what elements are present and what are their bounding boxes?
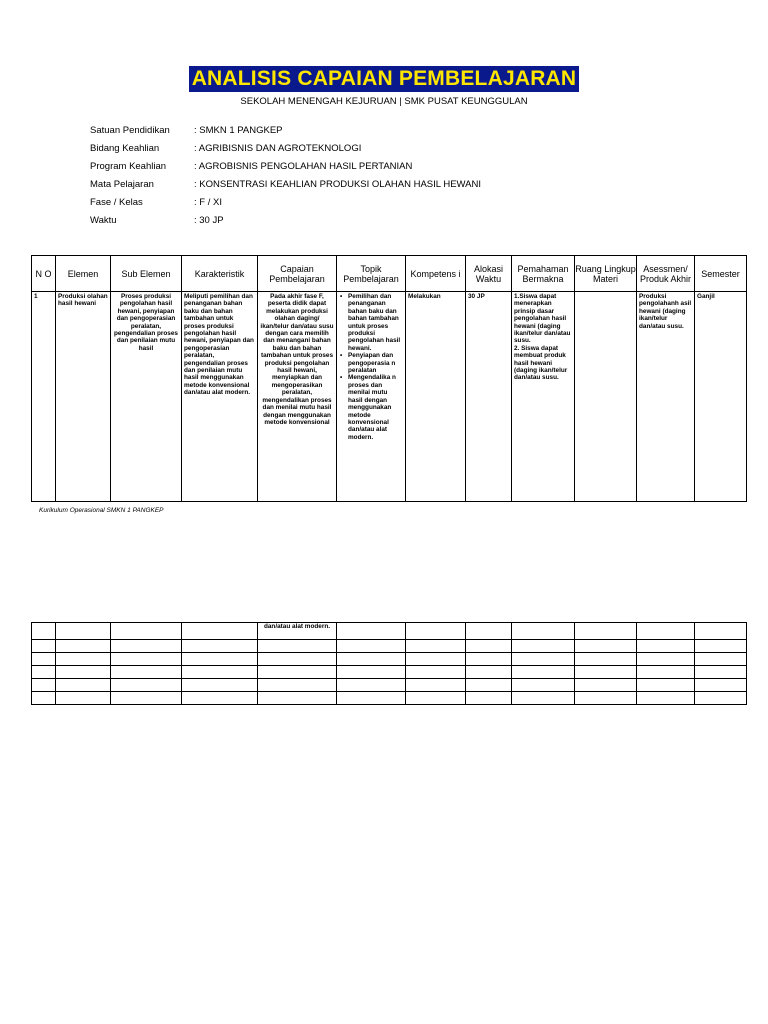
cell-elemen: Produksi olahan hasil hewani <box>56 292 111 502</box>
cell-semester: Ganjil <box>695 292 747 502</box>
cell-alokasi: 30 JP <box>466 292 512 502</box>
cell-empty <box>32 623 56 640</box>
title-wrap <box>0 66 768 92</box>
header-elemen: Elemen <box>56 256 111 292</box>
info-row-mapel <box>90 175 481 193</box>
list-item: 2. Siswa dapat membuat produk hasil hewani (daging ikan/telur dan/atau susu. <box>514 344 568 382</box>
list-item: 1.Siswa dapat menerapkan prinsip dasar pengolahan hasil hewani (daging ikan/telur dan/atau susu. <box>514 293 571 345</box>
header-karakteristik: Karakteristik <box>182 256 258 292</box>
cell-empty <box>575 623 637 640</box>
header-ruang: Ruang Lingkup Materi <box>575 256 637 292</box>
cell-empty <box>182 623 258 640</box>
cell-pemahaman <box>512 292 575 502</box>
list-item: • Pemilihan dan penanganan bahan baku dan bahan tambahan untuk proses produksi pengolahan hasil hewani. <box>339 293 403 352</box>
cell-empty <box>111 623 182 640</box>
header-semester: Semester <box>695 256 747 292</box>
cell-topik <box>337 292 406 502</box>
header-asesmen: Asessmen/ Produk Akhir <box>637 256 695 292</box>
table-row <box>32 692 747 705</box>
cell-ruang <box>575 292 637 502</box>
page-subtitle: SEKOLAH MENENGAH KEJURUAN | SMK PUSAT KEUNGGULAN <box>240 96 528 107</box>
continuation-table <box>31 622 747 705</box>
table-row <box>32 623 747 640</box>
info-label: Mata Pelajaran <box>90 178 154 190</box>
page-title: ANALISIS CAPAIAN PEMBELAJARAN <box>189 66 580 92</box>
topik-list <box>339 293 403 441</box>
table-row <box>32 640 747 653</box>
info-value: : 30 JP <box>194 214 224 226</box>
cell-empty <box>512 623 575 640</box>
info-value: : AGROBISNIS PENGOLAHAN HASIL PERTANIAN <box>194 160 413 172</box>
info-label: Waktu <box>90 214 117 226</box>
info-value: : F / XI <box>194 196 222 208</box>
cell-kompetensi: Melakukan <box>406 292 466 502</box>
cell-karakteristik: Meliputi pemilihan dan penanganan bahan baku dan bahan tambahan untuk proses produksi pengolahan hasil hewani, penyiapan dan pengoperasian peralatan, pengendalian proses dan penilaian mutu hasil menggunakan metode konvensional dan/atau alat modern. <box>182 292 258 502</box>
header-topik: Topik Pembelajaran <box>337 256 406 292</box>
list-item: • Mengendalika n proses dan menilai mutu hasil dengan menggunakan metode konvensional dan/atau alat modern. <box>339 374 403 441</box>
pemahaman-list <box>514 293 572 382</box>
cell-capaian-continued: dan/atau alat modern. <box>258 623 337 640</box>
analysis-table <box>31 255 747 502</box>
info-label: Program Keahlian <box>90 160 167 172</box>
header-alokasi: Alokasi Waktu <box>466 256 512 292</box>
cell-empty <box>406 623 466 640</box>
info-label: Bidang Keahlian <box>90 142 160 154</box>
header-sub-elemen: Sub Elemen <box>111 256 182 292</box>
info-row-bidang <box>90 139 481 157</box>
info-value: : SMKN 1 PANGKEP <box>194 124 283 136</box>
info-row-program <box>90 157 481 175</box>
cell-asesmen: Produksi pengolahanh asil hewani (daging ikan/telur dan/atau susu. <box>637 292 695 502</box>
cell-empty <box>337 623 406 640</box>
header-kompetensi: Kompetens i <box>406 256 466 292</box>
info-row-waktu <box>90 211 481 229</box>
info-row-satuan <box>90 121 481 139</box>
header-no: N O <box>32 256 56 292</box>
cell-empty <box>637 623 695 640</box>
cell-empty <box>466 623 512 640</box>
list-item: • Penyiapan dan pengoperasia n peralatan <box>339 352 403 374</box>
cell-capaian: Pada akhir fase F, peserta didik dapat melakukan produksi olahan daging/ ikan/telur dan/atau susu dengan cara memilih dan menangani bahan baku dan bahan tambahan untuk proses produksi pengolahan hasil hewani, menyiapkan dan mengoperasikan peralatan, mengendalikan proses dan menilai mutu hasil dengan menggunakan metode konvensional <box>258 292 337 502</box>
table-row <box>32 666 747 679</box>
info-row-fase <box>90 193 481 211</box>
info-label: Satuan Pendidikan <box>90 124 170 136</box>
header-capaian: Capaian Pembelajaran <box>258 256 337 292</box>
info-value: : KONSENTRASI KEAHLIAN PRODUKSI OLAHAN HASIL HEWANI <box>194 178 481 190</box>
table-header-row <box>32 256 747 292</box>
cell-empty <box>56 623 111 640</box>
info-value: : AGRIBISNIS DAN AGROTEKNOLOGI <box>194 142 362 154</box>
cell-no: 1 <box>32 292 56 502</box>
cell-sub-elemen: Proses produksi pengolahan hasil hewani, penyiapan dan pengoperasian peralatan, pengendalian proses dan penilaian mutu hasil <box>111 292 182 502</box>
table-row <box>32 679 747 692</box>
footnote: Kurikulum Operasional SMKN 1 PANGKEP <box>39 507 164 514</box>
cell-empty <box>695 623 747 640</box>
info-block <box>90 121 481 229</box>
info-label: Fase / Kelas <box>90 196 143 208</box>
table-row <box>32 653 747 666</box>
header-pemahaman: Pemahaman Bermakna <box>512 256 575 292</box>
table-row <box>32 292 747 502</box>
